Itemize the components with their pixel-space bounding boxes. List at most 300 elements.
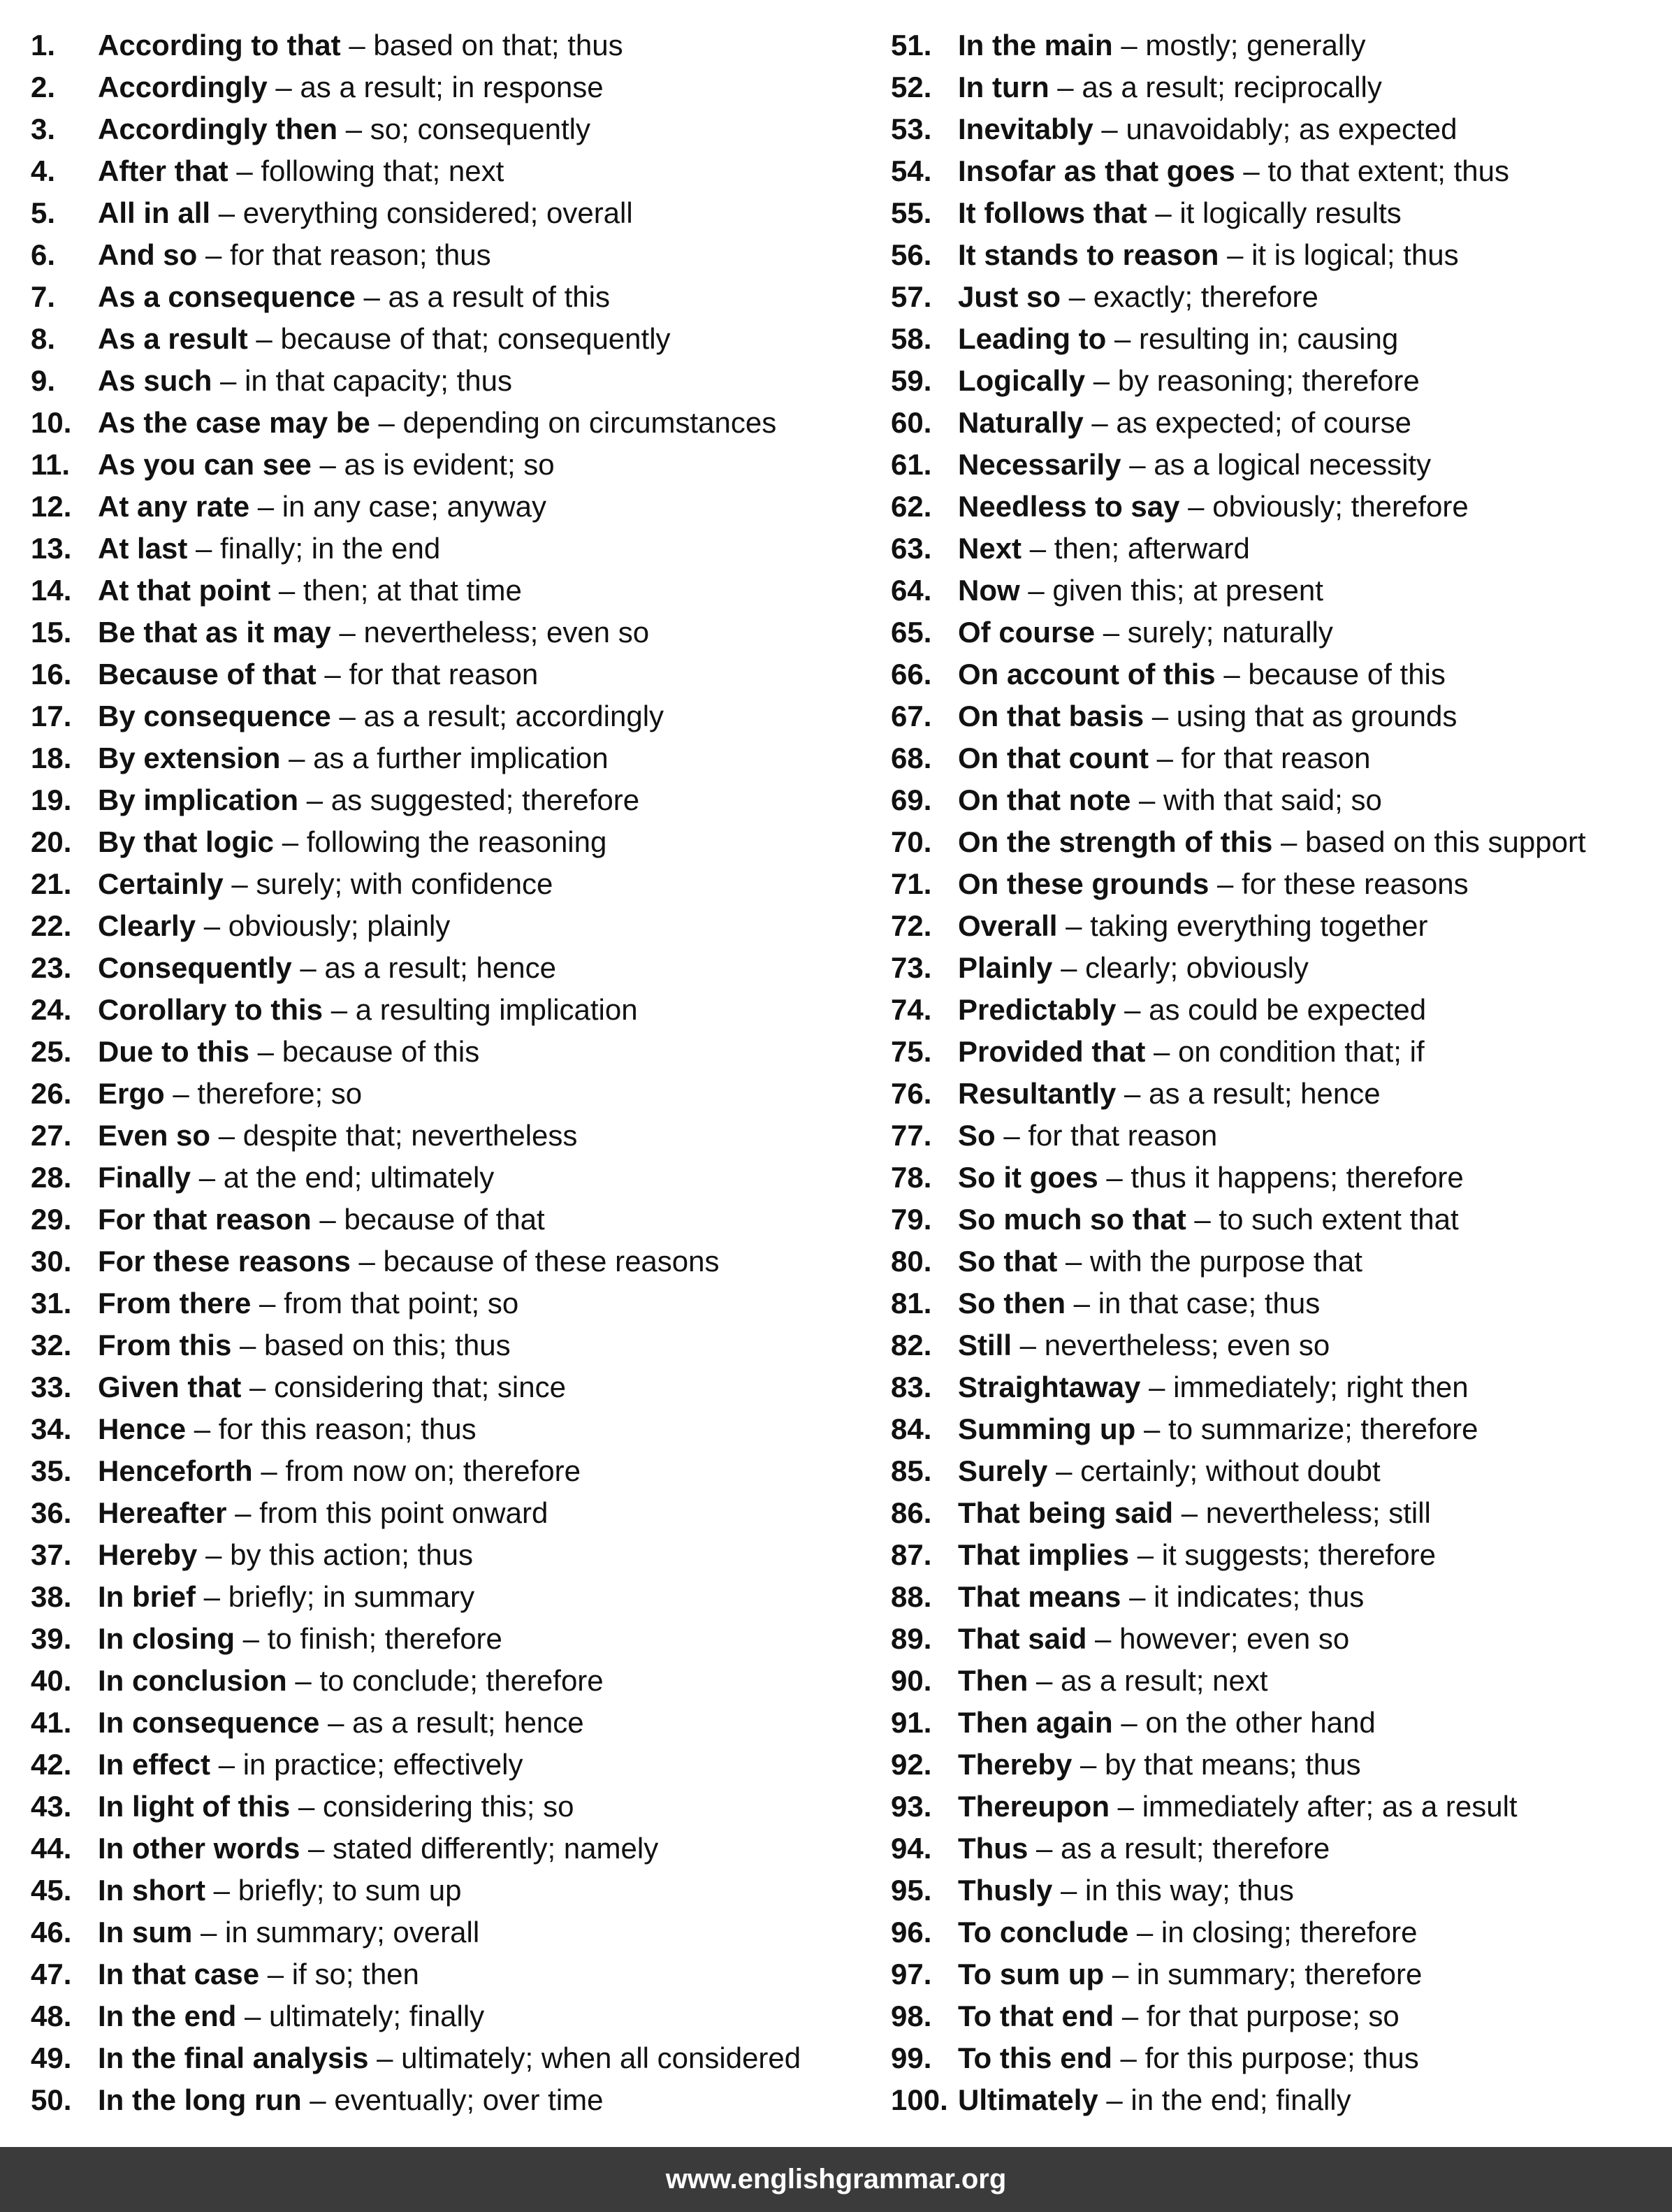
item-number: 11. <box>31 448 71 481</box>
item-text <box>98 24 623 66</box>
item-number: 59. <box>891 364 932 397</box>
item-definition: – as expected; of course <box>1083 406 1412 439</box>
item-text <box>98 863 553 905</box>
item-text <box>958 1953 1422 1995</box>
list-item <box>31 989 869 1031</box>
item-term: In other words <box>98 1832 300 1865</box>
item-definition: – exactly; therefore <box>1061 280 1318 313</box>
item-number: 52. <box>891 71 932 103</box>
item-number: 41. <box>31 1706 72 1739</box>
item-text <box>958 360 1420 402</box>
item-text <box>98 1995 484 2037</box>
item-number: 95. <box>891 1874 932 1907</box>
item-text <box>958 1911 1417 1953</box>
list-item <box>891 1576 1666 1618</box>
item-text <box>958 612 1333 653</box>
item-text <box>98 1953 419 1995</box>
item-definition: – from now on; therefore <box>252 1454 581 1487</box>
item-text <box>958 737 1371 779</box>
item-text <box>958 486 1469 528</box>
item-number: 28. <box>31 1161 72 1194</box>
item-term: Needless to say <box>958 490 1180 523</box>
item-definition: – thus it happens; therefore <box>1098 1161 1464 1194</box>
list-item <box>891 2079 1666 2121</box>
item-term: In the final analysis <box>98 2041 369 2074</box>
item-term: In that case <box>98 1958 260 1990</box>
item-term: On the strength of this <box>958 825 1273 858</box>
list-item <box>891 947 1666 989</box>
item-definition: – as a result; accordingly <box>330 700 664 732</box>
item-text <box>98 234 491 276</box>
item-definition: – as a result; in response <box>267 71 604 103</box>
list-item <box>31 192 869 234</box>
item-term: Ultimately <box>958 2083 1098 2116</box>
item-number: 54. <box>891 154 932 187</box>
item-text <box>958 1241 1362 1282</box>
item-definition: – surely; with confidence <box>223 867 553 900</box>
item-definition: – nevertheless; even so <box>1012 1329 1330 1361</box>
item-number: 98. <box>891 2000 932 2032</box>
item-number: 6. <box>31 238 56 271</box>
item-definition: – in closing; therefore <box>1128 1916 1418 1949</box>
item-number: 74. <box>891 993 932 1026</box>
list-item <box>31 318 869 360</box>
item-number: 69. <box>891 783 932 816</box>
item-text <box>98 1492 548 1534</box>
item-number: 8. <box>31 322 56 355</box>
item-definition: – because of this <box>1215 658 1446 691</box>
item-term: Necessarily <box>958 448 1121 481</box>
item-definition: – as a further implication <box>280 742 609 774</box>
item-definition: – for this reason; thus <box>186 1412 477 1445</box>
item-definition: – unavoidably; as expected <box>1093 113 1457 145</box>
item-term: All in all <box>98 196 211 229</box>
list-item <box>891 1828 1666 1870</box>
list-item <box>31 947 869 989</box>
item-number: 39. <box>31 1622 72 1655</box>
item-text <box>958 108 1457 150</box>
list-item <box>891 695 1666 737</box>
list-item <box>31 360 869 402</box>
item-text <box>958 1115 1217 1157</box>
item-number: 19. <box>31 783 72 816</box>
item-term: Next <box>958 532 1022 565</box>
item-term: Corollary to this <box>98 993 324 1026</box>
item-term: To this end <box>958 2041 1112 2074</box>
list-item <box>891 1660 1666 1702</box>
item-definition: – to conclude; therefore <box>286 1664 604 1697</box>
item-term: Overall <box>958 909 1058 942</box>
item-text <box>98 1073 362 1115</box>
item-definition: – clearly; obviously <box>1052 951 1309 984</box>
item-text <box>98 1911 479 1953</box>
list-item <box>891 570 1666 612</box>
item-term: In turn <box>958 71 1049 103</box>
item-text <box>98 1031 479 1073</box>
item-text <box>958 1828 1330 1870</box>
item-text <box>98 66 604 108</box>
item-term: That implies <box>958 1538 1130 1571</box>
item-definition: – nevertheless; even so <box>330 616 650 649</box>
item-definition: – to such extent that <box>1186 1203 1459 1236</box>
item-definition: – to finish; therefore <box>235 1622 502 1655</box>
item-number: 44. <box>31 1832 72 1865</box>
list-item <box>31 24 869 66</box>
list-item <box>31 1408 869 1450</box>
item-definition: – by that means; thus <box>1072 1748 1361 1781</box>
item-number: 38. <box>31 1580 72 1613</box>
item-text <box>958 1660 1268 1702</box>
item-number: 87. <box>891 1538 932 1571</box>
item-term: Summing up <box>958 1412 1136 1445</box>
item-text <box>98 276 610 318</box>
list-item <box>31 1870 869 1911</box>
item-term: So it goes <box>958 1161 1098 1194</box>
item-number: 2. <box>31 71 56 103</box>
item-term: So <box>958 1119 996 1152</box>
item-text <box>958 1534 1436 1576</box>
item-definition: – it is logical; thus <box>1219 238 1459 271</box>
item-term: Due to this <box>98 1035 249 1068</box>
item-number: 35. <box>31 1454 72 1487</box>
item-text <box>958 1366 1469 1408</box>
item-text <box>958 1450 1381 1492</box>
list-item <box>891 24 1666 66</box>
item-term: Predictably <box>958 993 1117 1026</box>
item-number: 17. <box>31 700 72 732</box>
item-text <box>958 1324 1330 1366</box>
item-definition: – for that reason <box>995 1119 1218 1152</box>
item-term: So much so that <box>958 1203 1186 1236</box>
item-definition: – based on this; thus <box>231 1329 511 1361</box>
item-text <box>958 653 1446 695</box>
item-text <box>98 612 649 653</box>
item-definition: – it logically results <box>1147 196 1402 229</box>
list-item <box>891 276 1666 318</box>
item-number: 50. <box>31 2083 72 2116</box>
item-term: Finally <box>98 1161 191 1194</box>
item-number: 37. <box>31 1538 72 1571</box>
item-term: So then <box>958 1287 1066 1320</box>
item-number: 30. <box>31 1245 72 1278</box>
list-item <box>31 1702 869 1744</box>
item-text <box>98 1199 545 1241</box>
item-text <box>98 821 606 863</box>
item-text <box>98 2037 801 2079</box>
list-item <box>31 528 869 570</box>
item-text <box>958 66 1382 108</box>
item-number: 46. <box>31 1916 72 1949</box>
item-definition: – briefly; in summary <box>196 1580 475 1613</box>
item-text <box>98 779 639 821</box>
list-item <box>31 695 869 737</box>
item-definition: – nevertheless; still <box>1173 1496 1431 1529</box>
item-number: 57. <box>891 280 932 313</box>
item-definition: – for that reason <box>1148 742 1371 774</box>
item-definition: – despite that; nevertheless <box>210 1119 578 1152</box>
item-text <box>958 1492 1431 1534</box>
item-term: Logically <box>958 364 1086 397</box>
item-text <box>98 1744 523 1786</box>
item-definition: – ultimately; finally <box>236 2000 485 2032</box>
list-item <box>31 1744 869 1786</box>
list-item <box>31 612 869 653</box>
item-number: 91. <box>891 1706 932 1739</box>
item-term: At any rate <box>98 490 250 523</box>
item-term: It follows that <box>958 196 1147 229</box>
list-item <box>31 1786 869 1828</box>
list-item <box>891 402 1666 444</box>
item-number: 26. <box>31 1077 72 1110</box>
item-definition: – for that reason; thus <box>197 238 491 271</box>
item-term: To that end <box>958 2000 1114 2032</box>
footer-bar <box>0 2147 1672 2212</box>
item-definition: – it suggests; therefore <box>1129 1538 1436 1571</box>
item-number: 53. <box>891 113 932 145</box>
item-number: 94. <box>891 1832 932 1865</box>
item-term: Thereby <box>958 1748 1073 1781</box>
item-definition: – in practice; effectively <box>210 1748 523 1781</box>
list-item <box>891 1953 1666 1995</box>
item-definition: – as a result; hence <box>319 1706 584 1739</box>
item-number: 76. <box>891 1077 932 1110</box>
item-text <box>98 402 776 444</box>
item-term: So that <box>958 1245 1058 1278</box>
list-item <box>891 821 1666 863</box>
item-number: 4. <box>31 154 56 187</box>
list-item <box>891 1073 1666 1115</box>
item-text <box>98 653 538 695</box>
item-term: Thus <box>958 1832 1028 1865</box>
item-definition: – on the other hand <box>1112 1706 1376 1739</box>
list-item <box>891 1911 1666 1953</box>
item-definition: – immediately after; as a result <box>1110 1790 1518 1823</box>
item-term: Accordingly then <box>98 113 338 145</box>
item-term: As you can see <box>98 448 312 481</box>
item-definition: – finally; in the end <box>187 532 441 565</box>
item-text <box>98 360 512 402</box>
item-number: 33. <box>31 1371 72 1403</box>
item-definition: – in summary; therefore <box>1104 1958 1423 1990</box>
item-definition: – with that said; so <box>1131 783 1382 816</box>
item-text <box>958 2079 1351 2121</box>
item-term: In effect <box>98 1748 211 1781</box>
item-definition: – obviously; plainly <box>196 909 451 942</box>
item-term: Naturally <box>958 406 1084 439</box>
item-term: In short <box>98 1874 205 1907</box>
item-text <box>98 1660 604 1702</box>
item-term: That means <box>958 1580 1121 1613</box>
item-number: 73. <box>891 951 932 984</box>
item-definition: – as a result; hence <box>1116 1077 1381 1110</box>
item-definition: – as a result; next <box>1028 1664 1268 1697</box>
item-definition: – certainly; without doubt <box>1047 1454 1381 1487</box>
item-term: In closing <box>98 1622 235 1655</box>
item-term: At last <box>98 532 188 565</box>
item-definition: – in the end; finally <box>1098 2083 1351 2116</box>
item-number: 51. <box>891 29 932 62</box>
item-term: To conclude <box>958 1916 1129 1949</box>
item-term: For these reasons <box>98 1245 351 1278</box>
item-text <box>98 1702 584 1744</box>
item-number: 48. <box>31 2000 72 2032</box>
item-text <box>98 1870 462 1911</box>
item-number: 32. <box>31 1329 72 1361</box>
list-item <box>891 612 1666 653</box>
item-definition: – for that purpose; so <box>1114 2000 1400 2032</box>
item-text <box>98 1828 658 1870</box>
list-item <box>31 1953 869 1995</box>
item-definition: – to that extent; thus <box>1235 154 1510 187</box>
list-item <box>891 1157 1666 1199</box>
item-definition: – based on that; thus <box>340 29 623 62</box>
list-item <box>31 1241 869 1282</box>
list-item <box>31 1073 869 1115</box>
item-text <box>98 1450 581 1492</box>
item-term: By implication <box>98 783 299 816</box>
item-term: Inevitably <box>958 113 1093 145</box>
item-definition: – stated differently; namely <box>300 1832 659 1865</box>
item-number: 49. <box>31 2041 72 2074</box>
item-term: Leading to <box>958 322 1107 355</box>
item-term: Even so <box>98 1119 211 1152</box>
item-definition: – immediately; right then <box>1140 1371 1469 1403</box>
item-term: On that count <box>958 742 1149 774</box>
item-text <box>98 108 590 150</box>
item-definition: – everything considered; overall <box>210 196 633 229</box>
item-definition: – ultimately; when all considered <box>368 2041 801 2074</box>
item-definition: – resulting in; causing <box>1106 322 1399 355</box>
item-number: 56. <box>891 238 932 271</box>
item-term: In light of this <box>98 1790 291 1823</box>
item-number: 5. <box>31 196 56 229</box>
item-number: 65. <box>891 616 932 649</box>
item-term: Thusly <box>958 1874 1053 1907</box>
item-text <box>958 821 1586 863</box>
item-definition: – considering that; since <box>241 1371 566 1403</box>
list-item <box>31 66 869 108</box>
item-number: 25. <box>31 1035 72 1068</box>
list-item <box>31 1492 869 1534</box>
item-term: On account of this <box>958 658 1216 691</box>
list-item <box>891 1995 1666 2037</box>
item-text <box>98 947 556 989</box>
item-term: To sum up <box>958 1958 1105 1990</box>
item-text <box>958 1031 1425 1073</box>
item-text <box>958 1157 1464 1199</box>
item-text <box>98 444 555 486</box>
item-term: In conclusion <box>98 1664 287 1697</box>
item-text <box>958 318 1398 360</box>
list-item <box>891 1492 1666 1534</box>
item-term: Hereby <box>98 1538 198 1571</box>
list-item <box>31 402 869 444</box>
item-text <box>958 863 1469 905</box>
list-item <box>891 1199 1666 1241</box>
list-item <box>891 444 1666 486</box>
list-item <box>891 2037 1666 2079</box>
item-term: As the case may be <box>98 406 370 439</box>
list-item <box>31 108 869 150</box>
item-number: 34. <box>31 1412 72 1445</box>
item-term: Hence <box>98 1412 187 1445</box>
item-number: 10. <box>31 406 72 439</box>
item-term: As such <box>98 364 212 397</box>
item-term: In the long run <box>98 2083 302 2116</box>
item-definition: – with the purpose that <box>1057 1245 1362 1278</box>
item-number: 75. <box>891 1035 932 1068</box>
item-number: 71. <box>891 867 932 900</box>
item-number: 84. <box>891 1412 932 1445</box>
item-number: 3. <box>31 113 56 145</box>
item-text <box>958 234 1459 276</box>
item-term: Be that as it may <box>98 616 331 649</box>
item-text <box>98 2079 604 2121</box>
item-text <box>98 486 546 528</box>
footer-website[interactable]: www.englishgrammar.org <box>665 2164 1007 2195</box>
list-item <box>891 528 1666 570</box>
item-number: 15. <box>31 616 72 649</box>
item-number: 55. <box>891 196 932 229</box>
item-text <box>98 989 638 1031</box>
item-definition: – then; afterward <box>1022 532 1250 565</box>
item-term: As a consequence <box>98 280 356 313</box>
item-number: 43. <box>31 1790 72 1823</box>
list-item <box>891 150 1666 192</box>
item-number: 82. <box>891 1329 932 1361</box>
item-definition: – surely; naturally <box>1095 616 1333 649</box>
list-item <box>31 444 869 486</box>
list-item <box>31 1576 869 1618</box>
item-definition: – then; at that time <box>270 574 522 607</box>
item-number: 23. <box>31 951 72 984</box>
item-term: Because of that <box>98 658 317 691</box>
item-number: 31. <box>31 1287 72 1320</box>
item-number: 1. <box>31 29 56 62</box>
item-number: 24. <box>31 993 72 1026</box>
list-item <box>31 653 869 695</box>
item-number: 97. <box>891 1958 932 1990</box>
item-term: Ergo <box>98 1077 165 1110</box>
item-number: 72. <box>891 909 932 942</box>
item-term: That said <box>958 1622 1087 1655</box>
item-definition: – at the end; ultimately <box>191 1161 495 1194</box>
item-term: Just so <box>958 280 1061 313</box>
item-term: Of course <box>958 616 1096 649</box>
item-definition: – using that as grounds <box>1144 700 1457 732</box>
item-text <box>98 1408 477 1450</box>
item-definition: – as a result; reciprocally <box>1049 71 1382 103</box>
item-term: And so <box>98 238 198 271</box>
list-item <box>31 1660 869 1702</box>
item-text <box>958 444 1431 486</box>
item-number: 85. <box>891 1454 932 1487</box>
item-definition: – from this point onward <box>226 1496 548 1529</box>
item-number: 62. <box>891 490 932 523</box>
list-item <box>891 1744 1666 1786</box>
left-column <box>31 24 869 2121</box>
item-term: After that <box>98 154 228 187</box>
item-number: 9. <box>31 364 56 397</box>
item-term: Consequently <box>98 951 292 984</box>
list-item <box>891 863 1666 905</box>
item-number: 80. <box>891 1245 932 1278</box>
item-term: Henceforth <box>98 1454 253 1487</box>
item-term: That being said <box>958 1496 1174 1529</box>
item-definition: – following that; next <box>228 154 504 187</box>
item-text <box>98 1241 720 1282</box>
item-number: 47. <box>31 1958 72 1990</box>
